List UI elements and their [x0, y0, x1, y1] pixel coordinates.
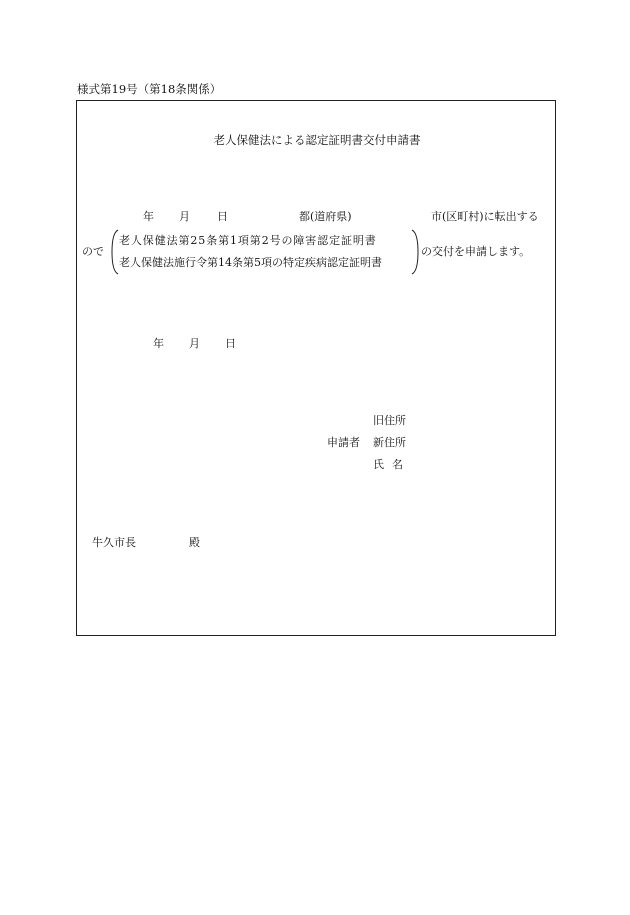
document-title: 老人保健法による認定証明書交付申請書 [213, 133, 421, 147]
application-year-label: 年 [153, 337, 164, 350]
form-number-label: 様式第19号（第18条関係） [77, 82, 222, 96]
transfer-day-label: 日 [217, 210, 228, 223]
transfer-year-label: 年 [143, 210, 154, 223]
new-address-label: 新住所 [373, 436, 406, 449]
addressee-honorific: 殿 [189, 536, 200, 549]
transfer-month-label: 月 [179, 210, 190, 223]
certificate-option-specific-disease: 老人保健法施行令第14条第5項の特定疾病認定証明書 [119, 256, 382, 269]
right-bracket-icon [411, 229, 419, 275]
prefecture-label: 都(道府県) [299, 210, 352, 223]
certificate-option-disability: 老人保健法第25条第1項第2号の障害認定証明書 [119, 234, 377, 247]
request-tail-text: の交付を申請します。 [421, 245, 531, 258]
left-bracket-icon [111, 229, 119, 275]
request-lead-text: ので [82, 245, 104, 258]
addressee-recipient: 牛久市長 [92, 536, 136, 549]
name-label: 氏名 [373, 458, 411, 471]
city-label: 市(区町村)に転出する [431, 210, 539, 223]
applicant-label: 申請者 [327, 436, 360, 449]
old-address-label: 旧住所 [373, 414, 406, 427]
application-day-label: 日 [225, 337, 236, 350]
application-form-frame [76, 100, 556, 636]
application-month-label: 月 [189, 337, 200, 350]
